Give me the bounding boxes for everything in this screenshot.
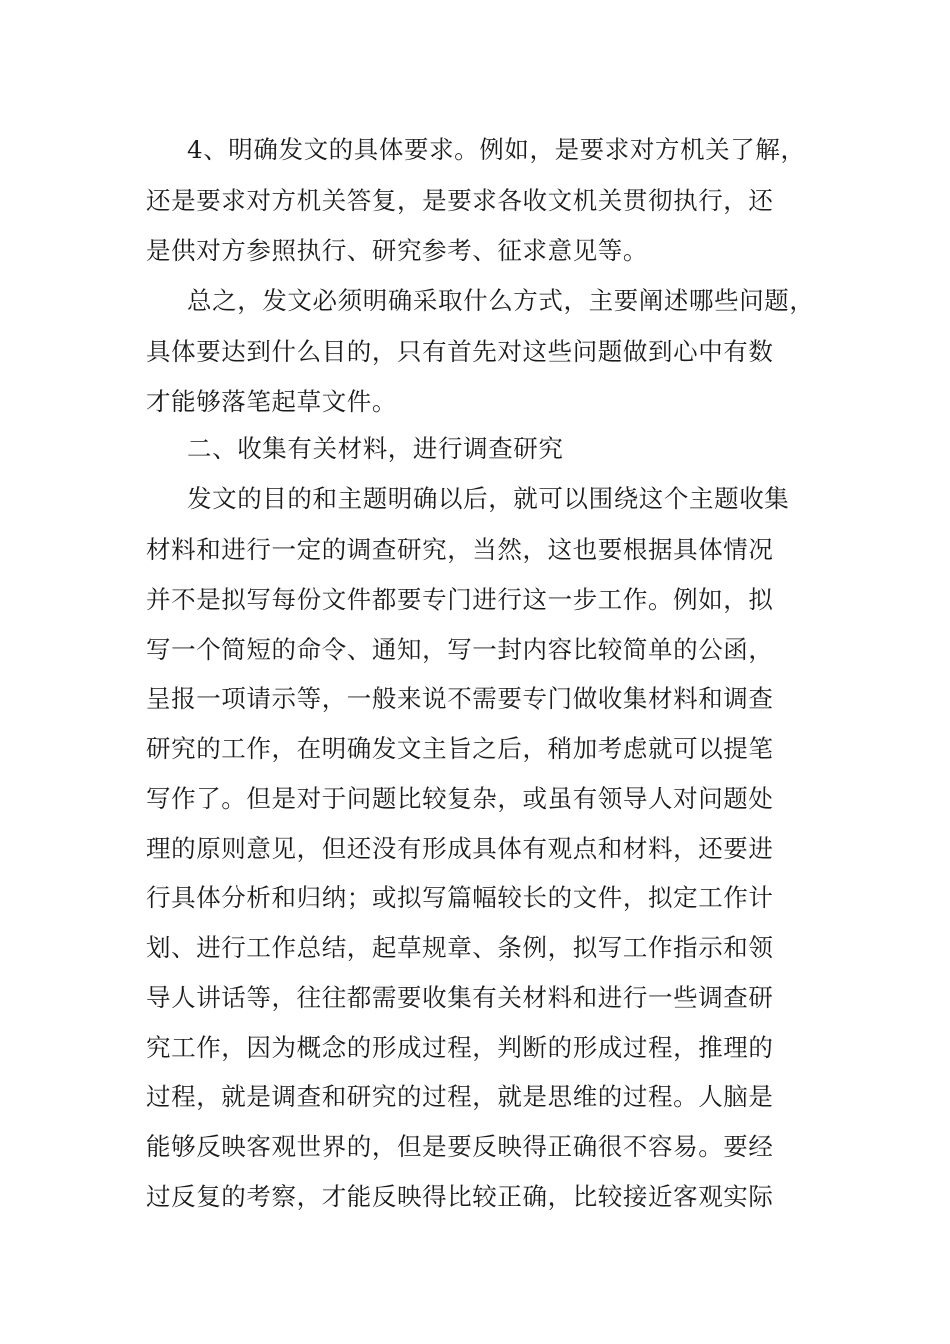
text-line: 理的原则意见，但还没有形成具体有观点和材料，还要进 xyxy=(146,834,774,863)
text-line: 导人讲话等，往往都需要收集有关材料和进行一些调查研 xyxy=(146,983,774,1012)
text-line: 材料和进行一定的调查研究，当然，这也要根据具体情况 xyxy=(146,535,774,564)
section-heading: 二、收集有关材料，进行调查研究 xyxy=(187,434,564,463)
text-line: 行具体分析和归纳；或拟写篇幅较长的文件，拟定工作计 xyxy=(146,883,774,912)
text-line: 4、明确发文的具体要求。例如，是要求对方机关了解， xyxy=(187,135,806,164)
text-line: 能够反映客观世界的，但是要反映得正确很不容易。要经 xyxy=(146,1132,774,1161)
text-line: 总之，发文必须明确采取什么方式，主要阐述哪些问题， xyxy=(187,286,815,315)
text-line: 过反复的考察，才能反映得比较正确，比较接近客观实际 xyxy=(146,1182,774,1211)
text-line: 是供对方参照执行、研究参考、征求意见等。 xyxy=(146,236,648,265)
text-line: 划、进行工作总结，起草规章、条例，拟写工作指示和领 xyxy=(146,933,774,962)
text-line: 发文的目的和主题明确以后，就可以围绕这个主题收集 xyxy=(187,484,790,513)
text-line: 过程，就是调查和研究的过程，就是思维的过程。人脑是 xyxy=(146,1082,774,1111)
text-line: 呈报一项请示等，一般来说不需要专门做收集材料和调查 xyxy=(146,684,774,713)
text-line: 研究的工作，在明确发文主旨之后，稍加考虑就可以提笔 xyxy=(146,734,774,763)
text-line: 究工作，因为概念的形成过程，判断的形成过程，推理的 xyxy=(146,1033,774,1062)
text-line: 写一个简短的命令、通知，写一封内容比较简单的公函， xyxy=(146,635,774,664)
text-line: 并不是拟写每份文件都要专门进行这一步工作。例如，拟 xyxy=(146,585,774,614)
text-line: 才能够落笔起草文件。 xyxy=(146,387,397,416)
text-line: 具体要达到什么目的，只有首先对这些问题做到心中有数 xyxy=(146,337,774,366)
text-line: 还是要求对方机关答复，是要求各收文机关贯彻执行，还 xyxy=(146,186,774,215)
text-line: 写作了。但是对于问题比较复杂，或虽有领导人对问题处 xyxy=(146,784,774,813)
